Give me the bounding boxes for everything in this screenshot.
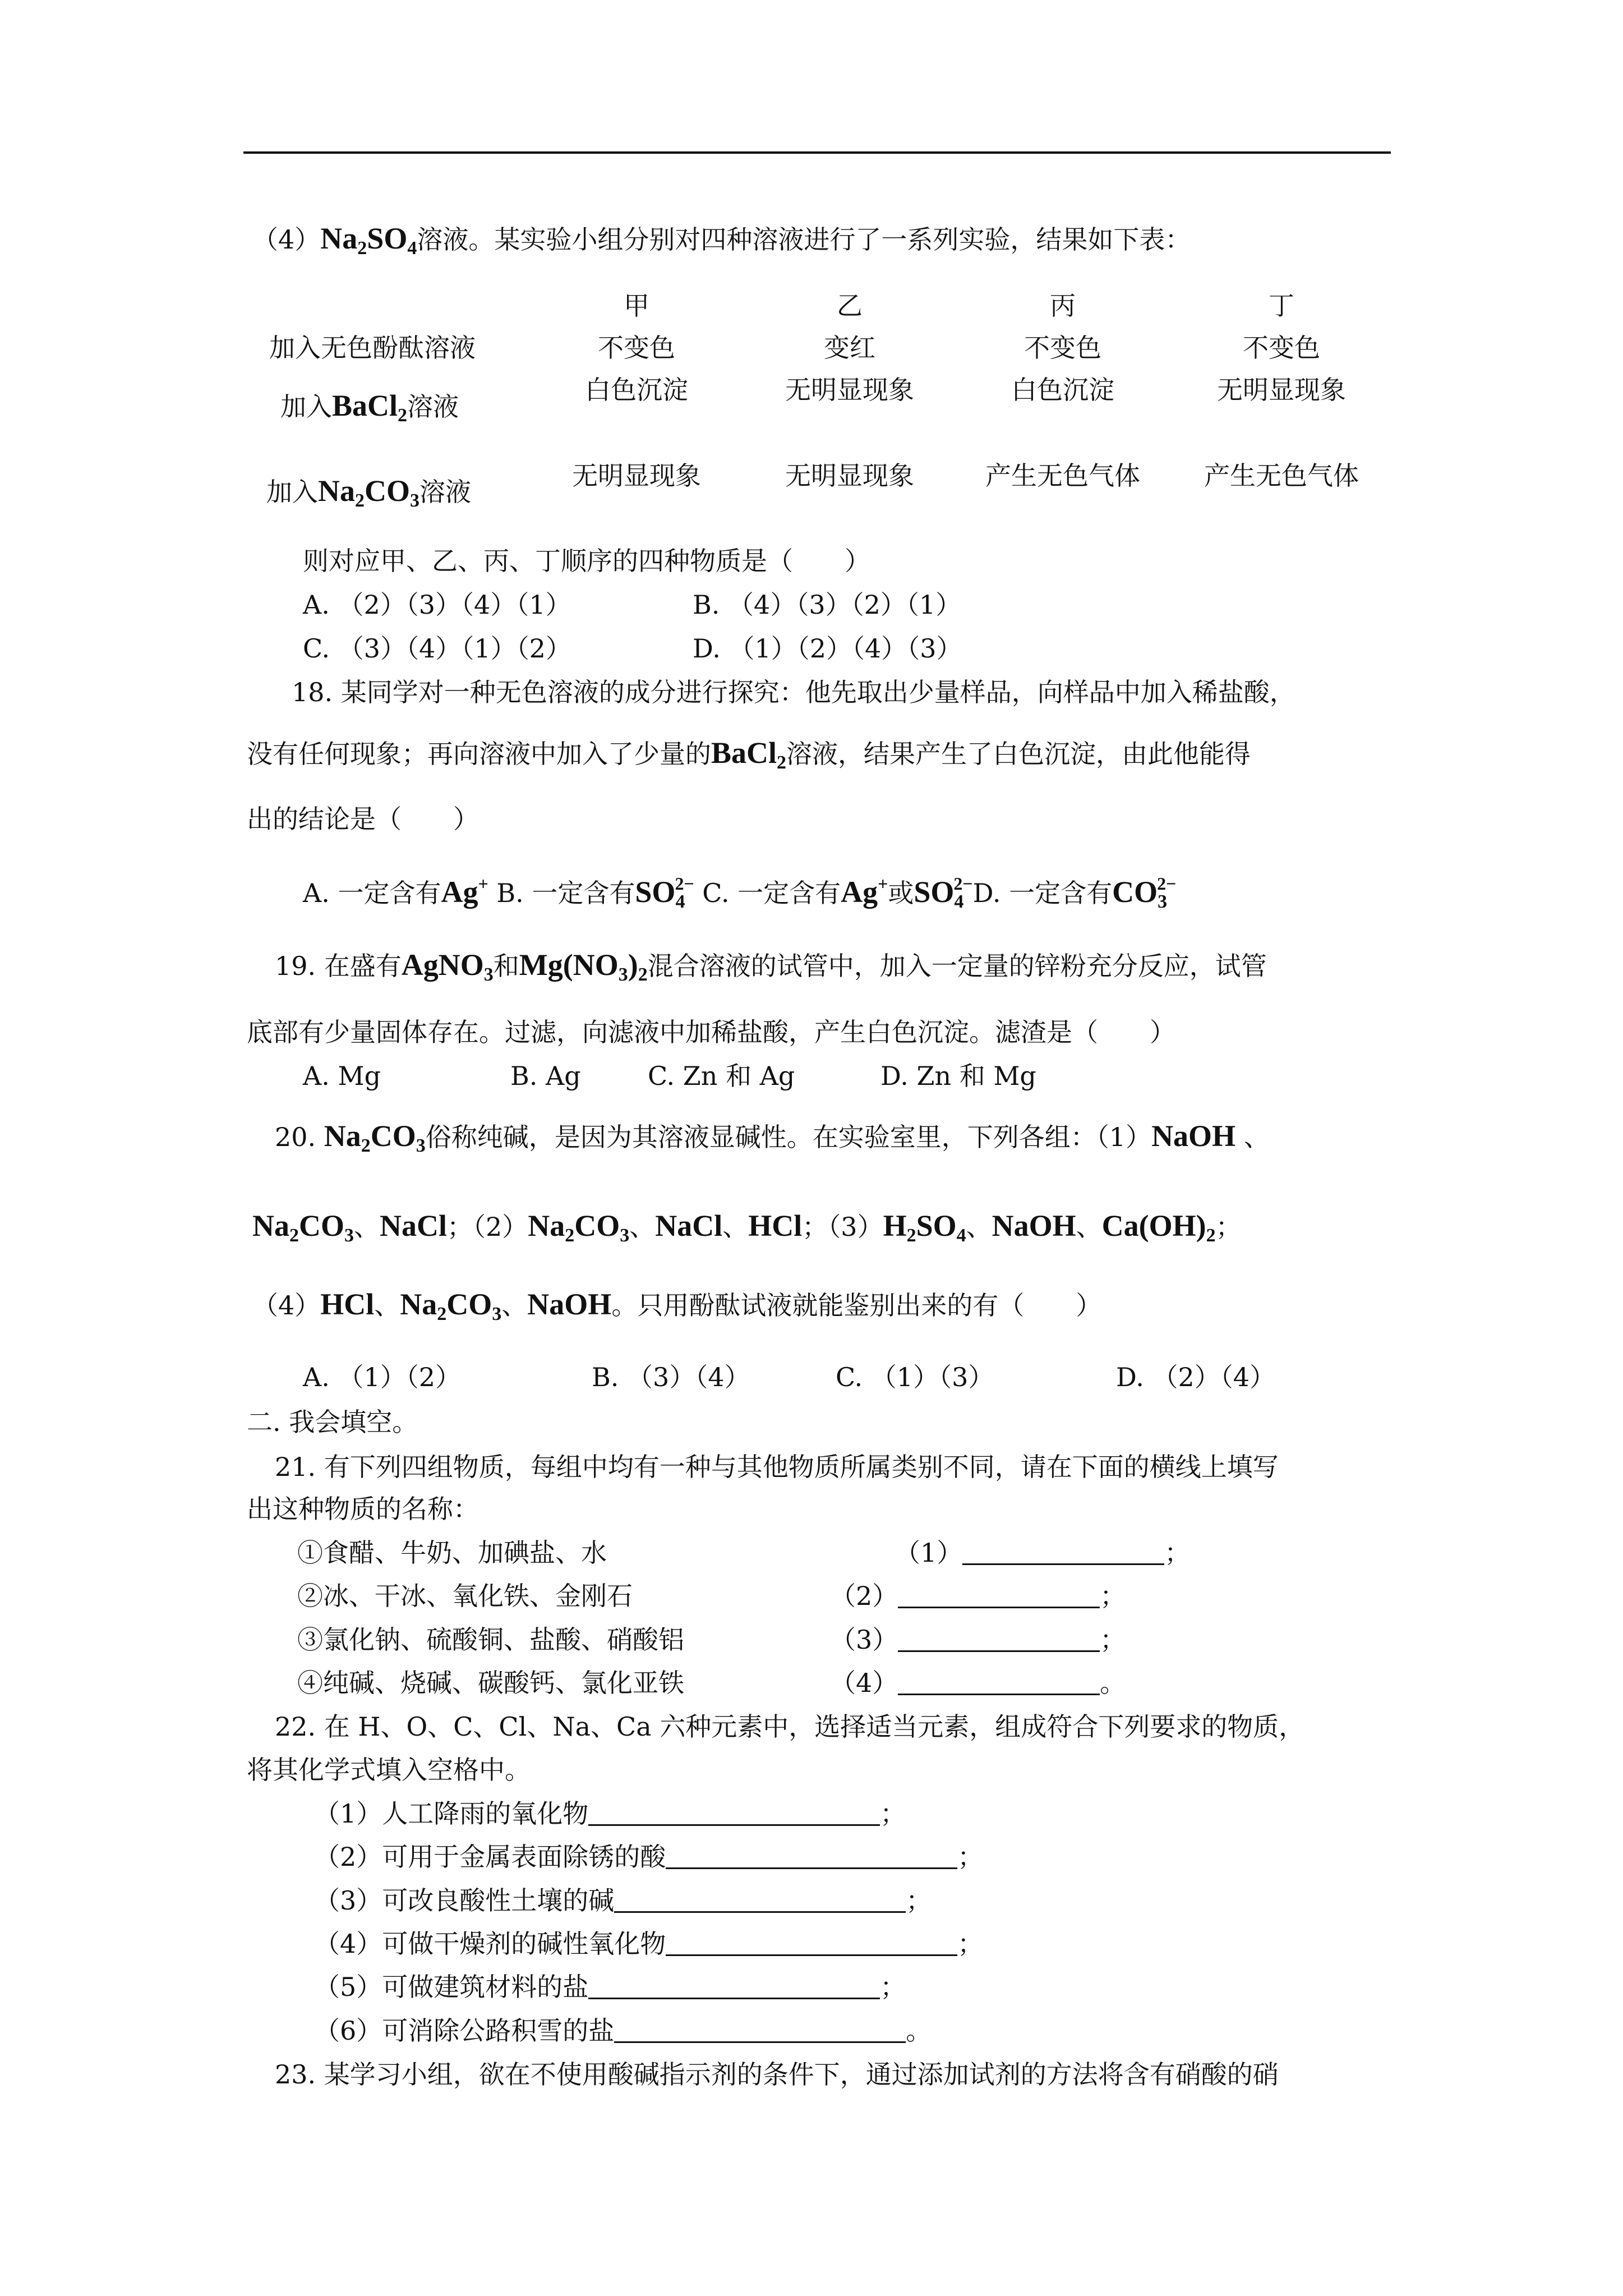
q17-intro: $(4)Na_2SO_4$溶液。某实验小组分别对四种溶液进行了一系列实验，结果如下表： xyxy=(252,222,1191,259)
q22-item-3: （3）可改良酸性土壤的碱 ； xyxy=(314,1885,932,1916)
q21-item: ③氯化钠、硫酸铜、盐酸、硝酸铝 xyxy=(297,1625,684,1655)
answer-blank[interactable] xyxy=(898,1626,1100,1652)
formula-h2so4: $H_2SO_4$ xyxy=(883,1209,966,1246)
q19-option-b: B. Ag xyxy=(510,1061,581,1091)
formula-na2so4: $Na_2SO_4$ xyxy=(320,222,417,259)
table-row-label: 加入无色酚酞溶液 xyxy=(269,333,476,363)
table-header: 丙 xyxy=(1050,291,1076,321)
q22-line2: 将其化学式填入空格中。 xyxy=(247,1755,531,1785)
q21-answer-4: （4） 。 xyxy=(830,1668,1126,1698)
formula-naoh: NaOH xyxy=(1151,1119,1236,1153)
answer-blank[interactable] xyxy=(588,1800,880,1826)
table-header: 甲 xyxy=(624,291,649,321)
answer-blank[interactable] xyxy=(666,1930,957,1956)
q23-line1: 23. 某学习小组，欲在不使用酸碱指示剂的条件下，通过添加试剂的方法将含有硝酸的硝 xyxy=(275,2059,1279,2090)
q18-line2: 没有任何现象；再向溶液中加入了少量的BaCl$_2$溶液，结果产生了白色沉淀，由此他能得 xyxy=(247,736,1251,773)
table-cell: 不变色 xyxy=(1243,333,1320,363)
answer-blank[interactable] xyxy=(614,1887,906,1913)
q19-option-c: C. Zn 和 Ag xyxy=(648,1061,795,1091)
q20-line1: 20. $Na_2CO_3$俗称纯碱，是因为其溶液显碱性。在实验室里，下列各组：（1）NaOH 、 xyxy=(275,1119,1270,1156)
answer-blank[interactable] xyxy=(898,1669,1100,1695)
table-row-label: 加入BaCl$_2$溶液 xyxy=(280,389,459,426)
answer-blank[interactable] xyxy=(898,1582,1100,1608)
answer-blank[interactable] xyxy=(666,1843,957,1869)
q21-answer-1: （1） ； xyxy=(895,1538,1191,1568)
formula-bacl2: BaCl$_2$ xyxy=(332,389,408,426)
answer-blank[interactable] xyxy=(614,2017,906,2043)
formula-na2co3: $Na_2CO_3$ xyxy=(252,1209,354,1246)
q22-item-6: （6）可消除公路积雪的盐 。 xyxy=(314,2016,932,2046)
q19-option-d: D. Zn 和 Mg xyxy=(880,1061,1036,1091)
ion-so4: $SO_4^{2-}$ xyxy=(635,873,694,912)
q17-option-a: A. （2）（3）（4）（1） xyxy=(303,590,571,620)
table-cell: 无明显现象 xyxy=(785,375,914,405)
table-cell: 变红 xyxy=(824,333,875,363)
q20-option-a: A. （1）（2） xyxy=(303,1362,461,1392)
q22-item-1: （1）人工降雨的氧化物 ； xyxy=(314,1798,906,1829)
q21-answer-3: （3） ； xyxy=(830,1625,1126,1655)
table-cell: 白色沉淀 xyxy=(1011,375,1114,405)
q18-line3: 出的结论是（ ） xyxy=(247,804,479,834)
formula-nacl: NaCl xyxy=(380,1209,447,1243)
table-cell: 无明显现象 xyxy=(572,461,701,491)
q21-line2: 出这种物质的名称： xyxy=(247,1494,479,1524)
header-rule xyxy=(243,151,1391,154)
q21-item: ②冰、干冰、氧化铁、金刚石 xyxy=(297,1581,633,1611)
table-header: 丁 xyxy=(1269,291,1294,321)
q19-option-a: A. Mg xyxy=(303,1061,381,1091)
formula-hcl: HCl xyxy=(748,1209,803,1243)
q20-option-b: B. （3）（4） xyxy=(592,1362,750,1392)
formula-naoh: NaOH xyxy=(992,1209,1076,1243)
table-cell: 不变色 xyxy=(1024,333,1101,363)
ion-ag: Ag+ xyxy=(441,873,488,909)
answer-blank[interactable] xyxy=(588,1973,880,1999)
q17-option-d: D. （1）（2）（4）（3） xyxy=(693,633,962,664)
formula-hcl: HCl xyxy=(320,1287,375,1321)
formula-na2co3: $Na_2CO_3$ xyxy=(324,1119,426,1156)
q17-option-b: B. （4）（3）（2）（1） xyxy=(693,590,962,620)
ion-ag: Ag+ xyxy=(841,873,888,909)
formula-bacl2: BaCl$_2$ xyxy=(711,736,787,773)
ion-co3: $CO_3^{2-}$ xyxy=(1112,873,1177,912)
q19-line1: 19. 在盛有AgNO$_3$和$Mg(NO_3)_2$混合溶液的试管中，加入一定量的锌粉充分反应，试管 xyxy=(275,948,1267,985)
table-cell: 不变色 xyxy=(598,333,675,363)
q20-option-c: C. （1）（3） xyxy=(836,1362,994,1392)
formula-caoh2: $Ca(OH)_2$ xyxy=(1101,1209,1216,1246)
q18-options: A. 一定含有Ag+ B. 一定含有$SO_4^{2-}$ C. 一定含有Ag+或$SO_4^{2-}D$. 一定含有$CO_3^{2-}$ xyxy=(303,873,1177,912)
q21-item: ④纯碱、烧碱、碳酸钙、氯化亚铁 xyxy=(297,1668,684,1698)
ion-so4: $SO_4^{2-}$ xyxy=(914,873,973,912)
table-cell: 无明显现象 xyxy=(785,461,914,491)
answer-blank[interactable] xyxy=(962,1539,1164,1565)
q22-item-2: （2）可用于金属表面除锈的酸 ； xyxy=(314,1842,984,1872)
q19-line2: 底部有少量固体存在。过滤，向滤液中加稀盐酸，产生白色沉淀。滤渣是（ ） xyxy=(247,1017,1175,1047)
q22-item-4: （4）可做干燥剂的碱性氧化物 ； xyxy=(314,1929,984,1959)
section-heading: 二. 我会填空。 xyxy=(247,1407,418,1437)
q21-item: ①食醋、牛奶、加碘盐、水 xyxy=(297,1538,607,1568)
table-row-label: 加入$Na_2CO_3$溶液 xyxy=(266,474,471,511)
table-header: 乙 xyxy=(837,291,863,321)
q22-item-5: （5）可做建筑材料的盐 ； xyxy=(314,1972,906,2002)
formula-naoh: NaOH xyxy=(527,1287,612,1321)
formula-mgno32: $Mg(NO_3)_2$ xyxy=(519,948,648,985)
table-cell: 无明显现象 xyxy=(1217,375,1346,405)
q17-option-c: C. （3）（4）（1）（2） xyxy=(303,633,571,664)
table-cell: 产生无色气体 xyxy=(985,461,1140,491)
q20-option-d: D. （2）（4） xyxy=(1116,1362,1276,1392)
formula-na2co3: $Na_2CO_3$ xyxy=(400,1287,502,1324)
formula-na2co3: $Na_2CO_3$ xyxy=(528,1209,630,1246)
q21-answer-2: （2） ； xyxy=(830,1581,1126,1611)
table-cell: 产生无色气体 xyxy=(1204,461,1359,491)
q17-question: 则对应甲、乙、丙、丁顺序的四种物质是（ ） xyxy=(303,546,870,576)
q20-line2: $Na_2CO_3$、NaCl；$(2)Na_2CO_3$、NaCl、HCl；$(3)H_2SO_4$、NaOH、$Ca(OH)_2$； xyxy=(252,1209,1242,1246)
q18-line1: 18. 某同学对一种无色溶液的成分进行探究：他先取出少量样品，向样品中加入稀盐酸， xyxy=(292,677,1295,707)
formula-agno3: AgNO$_3$ xyxy=(401,948,494,985)
q21-line1: 21. 有下列四组物质，每组中均有一种与其他物质所属类别不同，请在下面的横线上填写 xyxy=(275,1452,1279,1482)
formula-na2co3: $Na_2CO_3$ xyxy=(318,474,419,511)
formula-nacl: NaCl xyxy=(655,1209,723,1243)
q22-line1: 22. 在 H、O、C、Cl、Na、Ca 六种元素中，选择适当元素，组成符合下列要求的物质， xyxy=(275,1711,1305,1742)
table-cell: 白色沉淀 xyxy=(585,375,688,405)
q20-line3: （4）HCl、$Na_2CO_3$、NaOH。只用酚酞试液就能鉴别出来的有（ ） xyxy=(252,1287,1102,1324)
